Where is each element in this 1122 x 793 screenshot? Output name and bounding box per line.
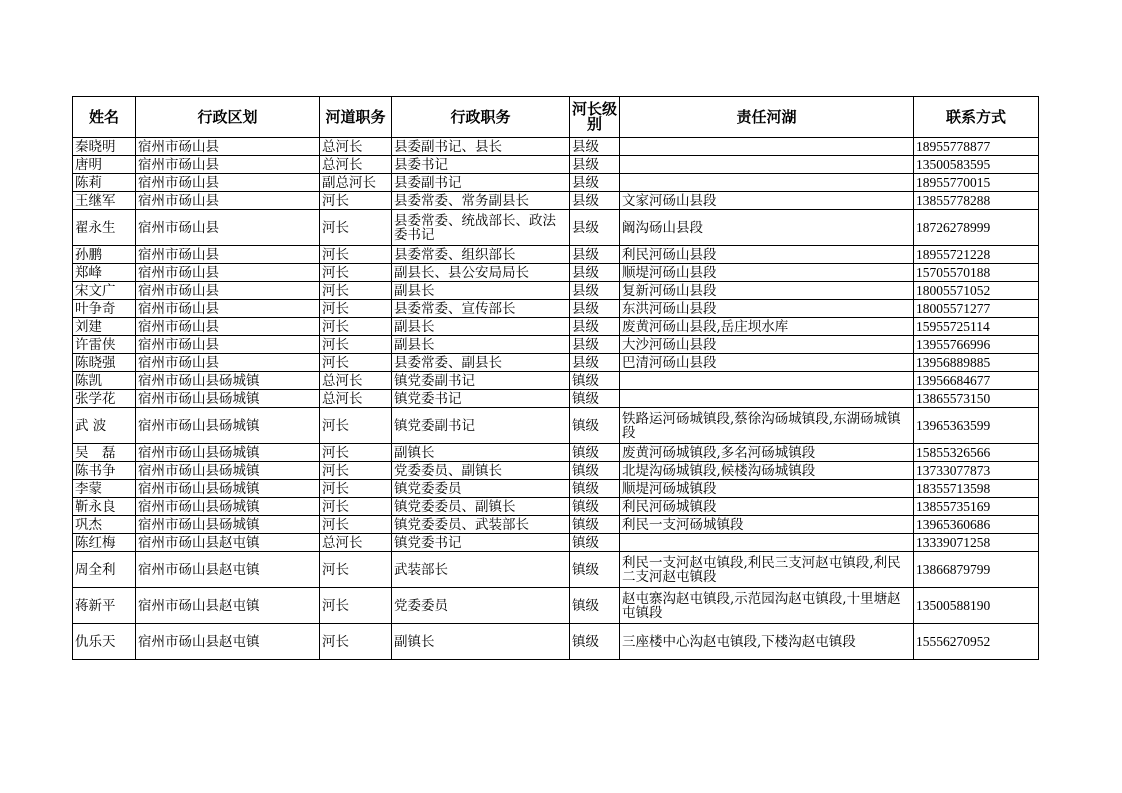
table-cell-river-role: 河长 xyxy=(320,192,392,210)
table-cell-river: 顺堤河砀城镇段 xyxy=(620,480,914,498)
table-cell-level: 镇级 xyxy=(570,552,620,588)
table-cell-river: 北堤沟砀城镇段,候楼沟砀城镇段 xyxy=(620,462,914,480)
table-cell-phone: 15955725114 xyxy=(914,318,1039,336)
table-cell-level: 县级 xyxy=(570,192,620,210)
table-cell-river-role: 河长 xyxy=(320,552,392,588)
table-cell-river-role: 河长 xyxy=(320,444,392,462)
table-cell-river xyxy=(620,372,914,390)
table-row xyxy=(73,156,1039,174)
table-cell-level: 镇级 xyxy=(570,480,620,498)
table-cell-region: 宿州市砀山县 xyxy=(136,282,320,300)
table-cell-level: 县级 xyxy=(570,354,620,372)
table-row xyxy=(73,498,1039,516)
table-cell-level: 县级 xyxy=(570,282,620,300)
table-cell-admin-role: 武装部长 xyxy=(392,552,570,588)
table-cell-admin-role: 镇党委书记 xyxy=(392,390,570,408)
table-cell-region: 宿州市砀山县赵屯镇 xyxy=(136,624,320,660)
table-cell-phone: 18726278999 xyxy=(914,210,1039,246)
table-cell-name: 郑峰 xyxy=(73,264,136,282)
table-row xyxy=(73,480,1039,498)
table-cell-level: 镇级 xyxy=(570,390,620,408)
table-cell-region: 宿州市砀山县砀城镇 xyxy=(136,498,320,516)
table-cell-level: 镇级 xyxy=(570,624,620,660)
table-cell-river xyxy=(620,174,914,192)
table-cell-admin-role: 镇党委书记 xyxy=(392,534,570,552)
table-cell-river-role: 河长 xyxy=(320,300,392,318)
table-row xyxy=(73,282,1039,300)
table-cell-admin-role: 镇党委委员、武装部长 xyxy=(392,516,570,534)
table-cell-name: 刘建 xyxy=(73,318,136,336)
table-cell-river xyxy=(620,138,914,156)
table-cell-phone: 13855735169 xyxy=(914,498,1039,516)
table-cell-river: 利民一支河砀城镇段 xyxy=(620,516,914,534)
table-cell-level: 镇级 xyxy=(570,516,620,534)
table-cell-river-role: 河长 xyxy=(320,264,392,282)
table-cell-admin-role: 副县长 xyxy=(392,282,570,300)
table-cell-name: 宋文广 xyxy=(73,282,136,300)
table-cell-river-role: 河长 xyxy=(320,282,392,300)
table-cell-admin-role: 副镇长 xyxy=(392,624,570,660)
table-cell-name: 张学花 xyxy=(73,390,136,408)
table-cell-level: 镇级 xyxy=(570,534,620,552)
table-cell-name: 巩杰 xyxy=(73,516,136,534)
table-cell-region: 宿州市砀山县赵屯镇 xyxy=(136,588,320,624)
header-phone: 联系方式 xyxy=(914,97,1039,138)
table-cell-region: 宿州市砀山县砀城镇 xyxy=(136,462,320,480)
table-row xyxy=(73,318,1039,336)
table-cell-phone: 15705570188 xyxy=(914,264,1039,282)
table-cell-level: 县级 xyxy=(570,318,620,336)
table-cell-name: 吴 磊 xyxy=(73,444,136,462)
table-row xyxy=(73,444,1039,462)
table-cell-river: 利民河砀山县段 xyxy=(620,246,914,264)
header-region: 行政区划 xyxy=(136,97,320,138)
table-cell-river: 顺堤河砀山县段 xyxy=(620,264,914,282)
table-cell-admin-role: 镇党委委员、副镇长 xyxy=(392,498,570,516)
table-row xyxy=(73,246,1039,264)
table-row xyxy=(73,534,1039,552)
table-cell-river: 赵屯寨沟赵屯镇段,示范园沟赵屯镇段,十里塘赵屯镇段 xyxy=(620,588,914,624)
table-row xyxy=(73,390,1039,408)
table-cell-region: 宿州市砀山县 xyxy=(136,246,320,264)
table-cell-level: 县级 xyxy=(570,264,620,282)
table-cell-phone: 13956889885 xyxy=(914,354,1039,372)
table-cell-river: 利民一支河赵屯镇段,利民三支河赵屯镇段,利民二支河赵屯镇段 xyxy=(620,552,914,588)
table-cell-admin-role: 党委委员 xyxy=(392,588,570,624)
table-cell-region: 宿州市砀山县赵屯镇 xyxy=(136,534,320,552)
table-cell-river-role: 河长 xyxy=(320,246,392,264)
table-cell-region: 宿州市砀山县砀城镇 xyxy=(136,444,320,462)
table-cell-region: 宿州市砀山县砀城镇 xyxy=(136,408,320,444)
table-cell-region: 宿州市砀山县砀城镇 xyxy=(136,480,320,498)
table-cell-river-role: 总河长 xyxy=(320,534,392,552)
table-cell-level: 县级 xyxy=(570,174,620,192)
table-cell-river: 利民河砀城镇段 xyxy=(620,498,914,516)
table-cell-region: 宿州市砀山县 xyxy=(136,192,320,210)
table-cell-region: 宿州市砀山县 xyxy=(136,156,320,174)
table-cell-level: 县级 xyxy=(570,246,620,264)
table-row xyxy=(73,588,1039,624)
header-river-role: 河道职务 xyxy=(320,97,392,138)
table-cell-name: 周全利 xyxy=(73,552,136,588)
header-admin-role: 行政职务 xyxy=(392,97,570,138)
table-cell-admin-role: 副县长、县公安局局长 xyxy=(392,264,570,282)
table-cell-region: 宿州市砀山县 xyxy=(136,318,320,336)
table-cell-river-role: 副总河长 xyxy=(320,174,392,192)
river-chief-table xyxy=(72,96,1039,660)
table-row xyxy=(73,336,1039,354)
table-cell-name: 陈书争 xyxy=(73,462,136,480)
table-cell-river-role: 河长 xyxy=(320,516,392,534)
table-cell-river-role: 总河长 xyxy=(320,390,392,408)
table-cell-river-role: 河长 xyxy=(320,480,392,498)
table-cell-admin-role: 县委副书记、县长 xyxy=(392,138,570,156)
table-cell-name: 仇乐天 xyxy=(73,624,136,660)
table-row xyxy=(73,408,1039,444)
table-cell-name: 唐明 xyxy=(73,156,136,174)
table-cell-level: 镇级 xyxy=(570,498,620,516)
header-level: 河长级别 xyxy=(570,97,620,138)
table-cell-admin-role: 党委委员、副镇长 xyxy=(392,462,570,480)
table-cell-phone: 13500588190 xyxy=(914,588,1039,624)
table-cell-admin-role: 县委常委、组织部长 xyxy=(392,246,570,264)
table-cell-name: 王继军 xyxy=(73,192,136,210)
table-row xyxy=(73,354,1039,372)
table-cell-phone: 13733077873 xyxy=(914,462,1039,480)
table-cell-phone: 15855326566 xyxy=(914,444,1039,462)
table-cell-river-role: 河长 xyxy=(320,318,392,336)
table-cell-level: 镇级 xyxy=(570,372,620,390)
table-cell-phone: 13865573150 xyxy=(914,390,1039,408)
table-cell-river: 废黄河砀山县段,岳庄坝水库 xyxy=(620,318,914,336)
table-cell-admin-role: 镇党委委员 xyxy=(392,480,570,498)
table-cell-river-role: 河长 xyxy=(320,624,392,660)
table-cell-river xyxy=(620,390,914,408)
table-cell-region: 宿州市砀山县砀城镇 xyxy=(136,516,320,534)
table-row xyxy=(73,210,1039,246)
table-cell-region: 宿州市砀山县 xyxy=(136,300,320,318)
table-cell-name: 陈晓强 xyxy=(73,354,136,372)
header-row xyxy=(73,97,1039,138)
table-cell-level: 县级 xyxy=(570,300,620,318)
table-cell-level: 县级 xyxy=(570,336,620,354)
table-cell-name: 武 波 xyxy=(73,408,136,444)
table-cell-region: 宿州市砀山县 xyxy=(136,138,320,156)
table-cell-name: 翟永生 xyxy=(73,210,136,246)
table-cell-name: 许雷侠 xyxy=(73,336,136,354)
table-cell-phone: 18955778877 xyxy=(914,138,1039,156)
table-row xyxy=(73,624,1039,660)
table-cell-admin-role: 镇党委副书记 xyxy=(392,372,570,390)
table-cell-phone: 18355713598 xyxy=(914,480,1039,498)
table-cell-name: 李蒙 xyxy=(73,480,136,498)
table-cell-phone: 18005571277 xyxy=(914,300,1039,318)
table-cell-name: 蒋新平 xyxy=(73,588,136,624)
table-cell-level: 镇级 xyxy=(570,444,620,462)
table-row xyxy=(73,138,1039,156)
table-cell-admin-role: 副县长 xyxy=(392,318,570,336)
table-body xyxy=(73,138,1039,660)
table-cell-region: 宿州市砀山县 xyxy=(136,336,320,354)
table-row xyxy=(73,516,1039,534)
table-cell-river: 大沙河砀山县段 xyxy=(620,336,914,354)
table-row xyxy=(73,552,1039,588)
table-row xyxy=(73,372,1039,390)
table-cell-river: 阚沟砀山县段 xyxy=(620,210,914,246)
table-cell-level: 县级 xyxy=(570,210,620,246)
table-cell-river: 巴清河砀山县段 xyxy=(620,354,914,372)
table-cell-admin-role: 副县长 xyxy=(392,336,570,354)
table-cell-level: 镇级 xyxy=(570,408,620,444)
table-cell-phone: 18955770015 xyxy=(914,174,1039,192)
table-cell-river-role: 河长 xyxy=(320,336,392,354)
table-cell-river-role: 河长 xyxy=(320,408,392,444)
table-row xyxy=(73,192,1039,210)
table-cell-region: 宿州市砀山县砀城镇 xyxy=(136,390,320,408)
table-cell-name: 陈红梅 xyxy=(73,534,136,552)
table-cell-name: 陈凯 xyxy=(73,372,136,390)
table-cell-admin-role: 县委书记 xyxy=(392,156,570,174)
table-cell-name: 孙鹏 xyxy=(73,246,136,264)
table-cell-name: 秦晓明 xyxy=(73,138,136,156)
table-cell-region: 宿州市砀山县砀城镇 xyxy=(136,372,320,390)
header-name: 姓名 xyxy=(73,97,136,138)
table-cell-river: 废黄河砀城镇段,多名河砀城镇段 xyxy=(620,444,914,462)
table-cell-name: 陈莉 xyxy=(73,174,136,192)
table-cell-level: 县级 xyxy=(570,156,620,174)
table-cell-river: 东洪河砀山县段 xyxy=(620,300,914,318)
table-cell-phone: 13955766996 xyxy=(914,336,1039,354)
table-row xyxy=(73,300,1039,318)
table-cell-region: 宿州市砀山县赵屯镇 xyxy=(136,552,320,588)
table-cell-admin-role: 副镇长 xyxy=(392,444,570,462)
table-cell-river-role: 总河长 xyxy=(320,156,392,174)
table-cell-river-role: 河长 xyxy=(320,498,392,516)
table-cell-phone: 13339071258 xyxy=(914,534,1039,552)
table-row xyxy=(73,264,1039,282)
table-cell-river-role: 总河长 xyxy=(320,138,392,156)
table-cell-river-role: 河长 xyxy=(320,588,392,624)
table-row xyxy=(73,174,1039,192)
table-cell-phone: 13965360686 xyxy=(914,516,1039,534)
table-cell-admin-role: 县委常委、副县长 xyxy=(392,354,570,372)
table-cell-name: 叶争奇 xyxy=(73,300,136,318)
table-cell-river: 复新河砀山县段 xyxy=(620,282,914,300)
table-cell-river: 铁路运河砀城镇段,蔡徐沟砀城镇段,东湖砀城镇段 xyxy=(620,408,914,444)
table-row xyxy=(73,462,1039,480)
table-cell-admin-role: 县委常委、宣传部长 xyxy=(392,300,570,318)
table-cell-river-role: 河长 xyxy=(320,462,392,480)
table-cell-region: 宿州市砀山县 xyxy=(136,264,320,282)
table-cell-admin-role: 县委常委、统战部长、政法委书记 xyxy=(392,210,570,246)
table-cell-river-role: 总河长 xyxy=(320,372,392,390)
table-cell-river: 三座楼中心沟赵屯镇段,下楼沟赵屯镇段 xyxy=(620,624,914,660)
table-cell-region: 宿州市砀山县 xyxy=(136,210,320,246)
table-cell-level: 县级 xyxy=(570,138,620,156)
table-cell-phone: 15556270952 xyxy=(914,624,1039,660)
table-cell-region: 宿州市砀山县 xyxy=(136,354,320,372)
table-cell-phone: 13965363599 xyxy=(914,408,1039,444)
table-cell-region: 宿州市砀山县 xyxy=(136,174,320,192)
table-cell-river: 文家河砀山县段 xyxy=(620,192,914,210)
table-cell-phone: 13500583595 xyxy=(914,156,1039,174)
table-cell-river xyxy=(620,534,914,552)
table-cell-river-role: 河长 xyxy=(320,354,392,372)
table-cell-level: 镇级 xyxy=(570,462,620,480)
table-cell-river-role: 河长 xyxy=(320,210,392,246)
table-cell-phone: 13855778288 xyxy=(914,192,1039,210)
table-cell-phone: 18005571052 xyxy=(914,282,1039,300)
table-cell-admin-role: 县委常委、常务副县长 xyxy=(392,192,570,210)
table-cell-phone: 13956684677 xyxy=(914,372,1039,390)
table-cell-name: 靳永良 xyxy=(73,498,136,516)
table-cell-phone: 18955721228 xyxy=(914,246,1039,264)
table-cell-admin-role: 县委副书记 xyxy=(392,174,570,192)
table-cell-admin-role: 镇党委副书记 xyxy=(392,408,570,444)
header-river: 责任河湖 xyxy=(620,97,914,138)
table-cell-level: 镇级 xyxy=(570,588,620,624)
table-cell-river xyxy=(620,156,914,174)
table-cell-phone: 13866879799 xyxy=(914,552,1039,588)
